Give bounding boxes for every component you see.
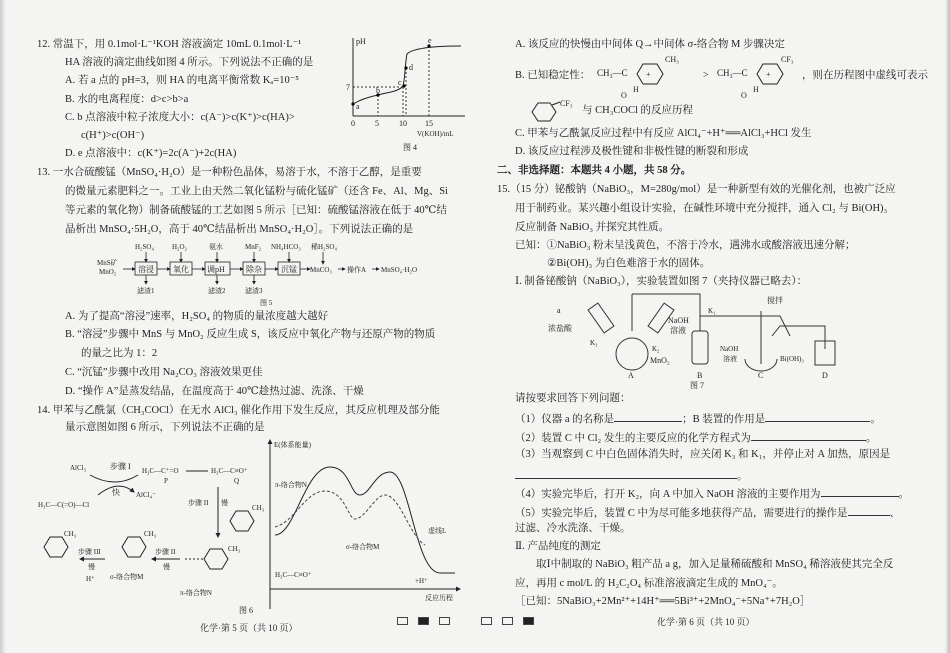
figure-6-mechanism-energy xyxy=(30,437,470,617)
product-ch3: CH₃ xyxy=(64,530,77,538)
q14-option-c: C. 甲苯与乙酰氯反应过程中有反应 AlCl₄⁻+H⁺══AlCl₃+HCl 发生 xyxy=(515,128,812,139)
point-b: b xyxy=(376,86,380,95)
label-C: C xyxy=(758,371,764,380)
label-A: A xyxy=(628,371,634,380)
q15-part-2: Ⅱ. 产品纯度的测定 xyxy=(515,541,601,552)
q5-text: （5）实验完毕后，装置 C 中为尽可能多地获得产品，需要进行的操作是 xyxy=(515,508,848,519)
greater-than: > xyxy=(703,70,709,81)
q15-stem-line3: 反应制备 NaBiO₃ 并探究其性质。 xyxy=(515,222,670,233)
q12-option-b: B. 水的电离程度：d>c>b>a xyxy=(65,94,189,105)
pi-complex-n-1: π-络合物N xyxy=(180,589,212,597)
product-mnso4-h2o: MnSO₄·H₂O xyxy=(381,266,417,274)
reagent-nh4hco3: NH₄HCO₃ xyxy=(271,243,301,251)
q15-sub3-line2 xyxy=(515,466,748,485)
q12-option-c-cont: c(H⁺)>c(OH⁻) xyxy=(81,130,145,141)
q5-end: 、 xyxy=(889,508,901,519)
q14-stem-line1: 14. 甲苯与乙酰氯（CH₃COCl）在无水 AlCl₃ 催化作用下发生反应，其反应机理及部分能 xyxy=(37,405,440,416)
point-d: d xyxy=(409,63,413,72)
svg-text:+: + xyxy=(766,70,771,79)
q13-option-a: A. 为了提高“溶浸”速率，H₂SO₄ 的物质的量浓度越大越好 xyxy=(65,311,329,322)
figure-6-caption: 图 6 xyxy=(239,606,253,615)
intermediate-q: Q xyxy=(234,477,240,485)
sigma-complex-m-2: σ-络合物M xyxy=(346,543,380,551)
step2-label: 步骤 II xyxy=(188,499,209,507)
q12-option-c: C. b 点溶液中粒子浓度大小：c(A⁻)>c(K⁺)>c(HA)> xyxy=(65,112,295,123)
label-naoh-2-solution: 溶液 xyxy=(723,355,737,363)
label-B: B xyxy=(697,371,703,380)
step-leaching: 溶浸 xyxy=(138,265,154,274)
page-marker-filled xyxy=(418,617,429,625)
intermediate-p: P xyxy=(164,477,168,485)
q4-text: （4）实验完毕后，打开 K₂，向 A 中加入 NaOH 溶液的主要作用为 xyxy=(515,489,821,500)
q12-option-d: D. e 点溶液中：c(K⁺)=2c(A⁻)+2c(HA) xyxy=(65,148,237,159)
label-D: D xyxy=(822,371,828,380)
intermediate-p-formula: H₃C—C⁺=O xyxy=(142,467,179,475)
label-stir: 搅拌 xyxy=(767,296,783,305)
label-mno2: MnO₂ xyxy=(650,356,670,365)
acetyl-chloride: H₃C—C(=O)—Cl xyxy=(38,501,90,509)
plus-h-label: +H⁺ xyxy=(415,577,428,585)
label-naoh-2: NaOH xyxy=(720,345,739,353)
oxygen-2: O xyxy=(741,91,747,100)
oxygen-1: O xyxy=(621,91,627,100)
answer-blank-4[interactable] xyxy=(821,484,899,497)
hydrogen-2: H xyxy=(753,85,759,94)
option-b-prefix: B. 已知稳定性： xyxy=(515,70,591,81)
reactant-acylium: H₃C—C≡O⁺ xyxy=(275,571,312,579)
figure-7-apparatus xyxy=(540,291,860,389)
step3-label: 步骤 III xyxy=(78,548,101,556)
slow-label-2: 慢 xyxy=(163,563,170,571)
q15-known-1: 已知：①NaBiO₃ 粉末呈浅黄色，不溶于冷水，遇沸水或酸溶液迅速分解； xyxy=(515,240,856,251)
reagent-h2o2: H₂O₂ xyxy=(172,243,187,251)
answer-blank-1a[interactable] xyxy=(614,409,682,422)
q15-part-1: Ⅰ. 制备铋酸钠（NaBiO₃），实验装置如图 7（夹持仪器已略去）： xyxy=(515,276,808,287)
q15-part2-known: ［已知：5NaBiO₃+2Mn²⁺+14H⁺══5Bi³⁺+2MnO₄⁻+5Na⁺+7H₂O］ xyxy=(515,596,811,607)
q15-sub1 xyxy=(515,409,881,428)
q15-sub3: （3）当观察到 C 中白色固体消失时，应关闭 K₃ 和 K₁，并停止对 A 加热，原因是 xyxy=(515,449,891,460)
slow-label-1: 慢 xyxy=(221,499,228,507)
energy-axis-label: E(体系能量) xyxy=(274,441,311,449)
right-page-footer: 化学·第 6 页（共 10 页） xyxy=(657,617,755,627)
q13-option-b-cont: 的量之比为 1：2 xyxy=(81,348,158,359)
figure-7-caption: 图 7 xyxy=(690,381,704,389)
titration-curve xyxy=(353,46,461,104)
page-marker xyxy=(481,617,492,625)
point-a: a xyxy=(356,102,360,111)
slow-label-3: 慢 xyxy=(88,563,95,571)
q15-part2-line2: 应，再用 c mol/L 的 H₂C₂O₄ 标准溶液滴定生成的 MnO₄⁻。 xyxy=(515,578,783,589)
option-b-line2: 与 CH₃COCl 的反应历程 xyxy=(582,105,694,116)
page-marker-filled xyxy=(523,617,534,625)
q3-end: 。 xyxy=(737,471,748,482)
alcl4-label: AlCl₄⁻ xyxy=(136,491,156,499)
scan-edge-left xyxy=(0,0,6,653)
q13-option-c: C. “沉锰”步骤中改用 Na₂CO₃ 溶液效果更佳 xyxy=(65,367,263,378)
sigma-complex-m-1: σ-络合物M xyxy=(110,573,144,581)
x-tick-0: 0 xyxy=(351,119,355,128)
q13-stem-line3: 等元素的氧化物）制备硫酸锰的工艺如图 5 所示［已知：硫酸锰溶液在低于 40℃结 xyxy=(65,205,447,216)
step-precipitation: 沉锰 xyxy=(281,265,297,274)
x-tick-15: 15 xyxy=(425,119,433,128)
point-c: c xyxy=(398,78,402,87)
q15-sub5 xyxy=(515,503,900,522)
page-marker xyxy=(502,617,513,625)
q12-stem-line2: HA 溶液的滴定曲线如图 4 所示。下列说法不正确的是 xyxy=(65,57,314,68)
q15-sub4 xyxy=(515,484,909,503)
label-a: a xyxy=(557,306,561,315)
step-impurity-removal: 除杂 xyxy=(246,265,262,274)
page-marker xyxy=(397,617,408,625)
y-tick-7: 7 xyxy=(346,83,350,92)
option-b-structures xyxy=(595,52,800,102)
label-k1: K₁ xyxy=(708,307,716,315)
option-b-suffix: ，则在历程图中虚线可表示 xyxy=(802,70,928,81)
reaction-progress-label: 反应历程 xyxy=(425,594,453,602)
trifluoromethyl-sub: CF₃ xyxy=(781,55,794,64)
scan-edge-right xyxy=(945,0,950,653)
reagent-ammonia: 氨水 xyxy=(209,243,223,251)
y-axis-label: pH xyxy=(356,37,366,46)
label-k3: K₃ xyxy=(590,339,598,347)
q14-option-b xyxy=(515,68,590,84)
figure-4-caption: 图 4 xyxy=(403,143,417,152)
q2-text: （2）装置 C 中 Cl₂ 发生的主要反应的化学方程式为 xyxy=(515,433,751,444)
label-conc-hcl: 浓盐酸 xyxy=(548,324,572,333)
left-page-footer: 化学·第 5 页（共 10 页） xyxy=(200,623,298,633)
q13-stem-line4: 晶析出 MnSO₄·5H₂O，高于 40℃结晶析出 MnSO₄·H₂O］。下列说法正确的是 xyxy=(65,224,414,235)
figure-5-process-flow xyxy=(95,238,455,310)
input-mno2: MnO₂ xyxy=(99,268,117,276)
answer-blank-3[interactable] xyxy=(515,466,737,479)
q1-text-a: （1）仪器 a 的名称是 xyxy=(515,414,615,425)
step-oxidation: 氧化 xyxy=(173,265,189,274)
x-tick-5: 5 xyxy=(375,119,379,128)
label-naoh-1-solution: 溶液 xyxy=(670,326,686,335)
q13-option-d: D. “操作 A”是蒸发结晶，在温度高于 40℃趁热过滤、洗涤、干燥 xyxy=(65,386,364,397)
q12-option-a: A. 若 a 点的 pH=3，则 HA 的电离平衡常数 Kₐ=10⁻⁵ xyxy=(65,75,299,86)
x-axis-label: V(KOH)/mL xyxy=(417,130,454,138)
reagent-mnf2: MnF₂ xyxy=(245,243,262,251)
sigma-ch3: CH₃ xyxy=(144,530,157,538)
cf3-label: CF₃ xyxy=(560,99,573,108)
q13-option-b: B. “溶浸”步骤中 MnS 与 MnO₂ 反应生成 S，该反应中氧化产物与还原产物的物质 xyxy=(65,329,436,340)
q4-end: 。 xyxy=(898,489,910,500)
h-plus-released: H⁺ xyxy=(86,575,95,583)
dashed-line-l-label: 虚线L xyxy=(428,527,447,535)
section-2-heading: 二、非选择题：本题共 4 小题，共 58 分。 xyxy=(497,165,692,176)
answer-blank-1b[interactable] xyxy=(765,409,870,422)
pi-complex-formula: CH₃ xyxy=(228,545,241,553)
methyl-sub: CH₃ xyxy=(665,55,679,64)
q15-stem-line2: 用于制药业。某兴趣小组设计实验，在碱性环境中充分搅拌，通入 Cl₂ 与 Bi(OH)₃ xyxy=(515,203,888,214)
fast-label: 快 xyxy=(112,488,120,497)
step2-label-b: 步骤 II xyxy=(155,548,176,556)
label-bioh3: Bi(OH)₃ xyxy=(780,355,804,363)
q13-stem-line2: 的微量元素肥料之一。工业上由天然二氧化锰粉与硫化锰矿（还含 Fe、Al、Mg、Si xyxy=(65,186,448,197)
dashed-energy-curve-l xyxy=(275,491,425,545)
step1-label: 步骤 I xyxy=(110,462,131,471)
q15-sub5-line2: 过滤、冷水洗涤、干燥。 xyxy=(515,523,631,534)
q15-known-2: ②Bi(OH)₃ 为白色难溶于水的固体。 xyxy=(547,258,711,269)
product-mnco3: MnCO₃ xyxy=(310,266,332,274)
acyl-group-1: CH₃—C xyxy=(597,68,628,78)
residue-3: 滤渣3 xyxy=(245,287,263,295)
q14-stem-line2: 量示意图如图 6 所示，下列说法不正确的是 xyxy=(65,422,265,433)
residue-1: 滤渣1 xyxy=(137,287,155,295)
figure-4-titration-curve xyxy=(343,34,473,154)
step-adjust-ph: 调pH xyxy=(207,265,225,274)
q12-stem-line1: 12. 常温下，用 0.1mol·L⁻¹KOH 溶液滴定 10mL 0.1mol·L⁻¹ xyxy=(37,39,302,50)
q14-option-d: D. 该反应过程涉及极性键和非极性键的断裂和形成 xyxy=(515,146,749,157)
intermediate-q-formula: H₃C—C≡O⁺ xyxy=(211,467,248,475)
pi-complex-n-2: π-络合物N xyxy=(275,481,307,489)
q14-option-a: A. 该反应的快慢由中间体 Q→中间体 σ-络合物 M 步骤决定 xyxy=(515,39,785,50)
label-naoh-1: NaOH xyxy=(668,316,689,325)
alcl3-label: AlCl₃ xyxy=(70,464,87,472)
answer-blank-5[interactable] xyxy=(848,503,890,516)
q2-end: 。 xyxy=(865,433,877,444)
q15-sub2 xyxy=(515,428,876,447)
acyl-group-2: CH₃—C xyxy=(717,68,748,78)
reagent-h2so4: H₂SO₄ xyxy=(135,243,154,251)
operation-a: 操作A xyxy=(347,266,367,274)
input-mns: MnS矿 xyxy=(97,259,118,267)
q15-part2-line1: 取Ⅰ中制取的 NaBiO₃ 粗产品 a g，加入足量稀硫酸和 MnSO₄ 稀溶液使其完全反 xyxy=(536,559,894,570)
q15-stem-line1: 15.（15 分）铋酸钠（NaBiO₃，M=280g/mol）是一种新型有效的光催化剂，也被广泛应 xyxy=(497,184,896,195)
page-marker xyxy=(439,617,450,625)
benzotrifluoride-structure xyxy=(530,97,580,127)
x-tick-10: 10 xyxy=(399,119,407,128)
toluene-ch3: CH₃ xyxy=(252,504,265,512)
reagent-dilute-h2so4: 稀H₂SO₄ xyxy=(311,243,337,251)
residue-2: 滤渣2 xyxy=(208,287,226,295)
q1-text-b: ；B 装置的作用是 xyxy=(682,414,766,425)
q13-stem-line1: 13. 一水合硫酸锰（MnSO₄·H₂O）是一种粉色晶体，易溶于水，不溶于乙醇，是重要 xyxy=(37,167,422,178)
figure-5-caption: 图 5 xyxy=(260,299,273,307)
q1-end: 。 xyxy=(870,414,881,425)
point-e: e xyxy=(428,36,432,45)
q15-ask: 请按要求回答下列问题： xyxy=(515,393,631,404)
label-k2: K₂ xyxy=(652,345,660,353)
answer-blank-2[interactable] xyxy=(751,428,866,441)
svg-text:+: + xyxy=(646,70,651,79)
hydrogen-1: H xyxy=(633,85,639,94)
